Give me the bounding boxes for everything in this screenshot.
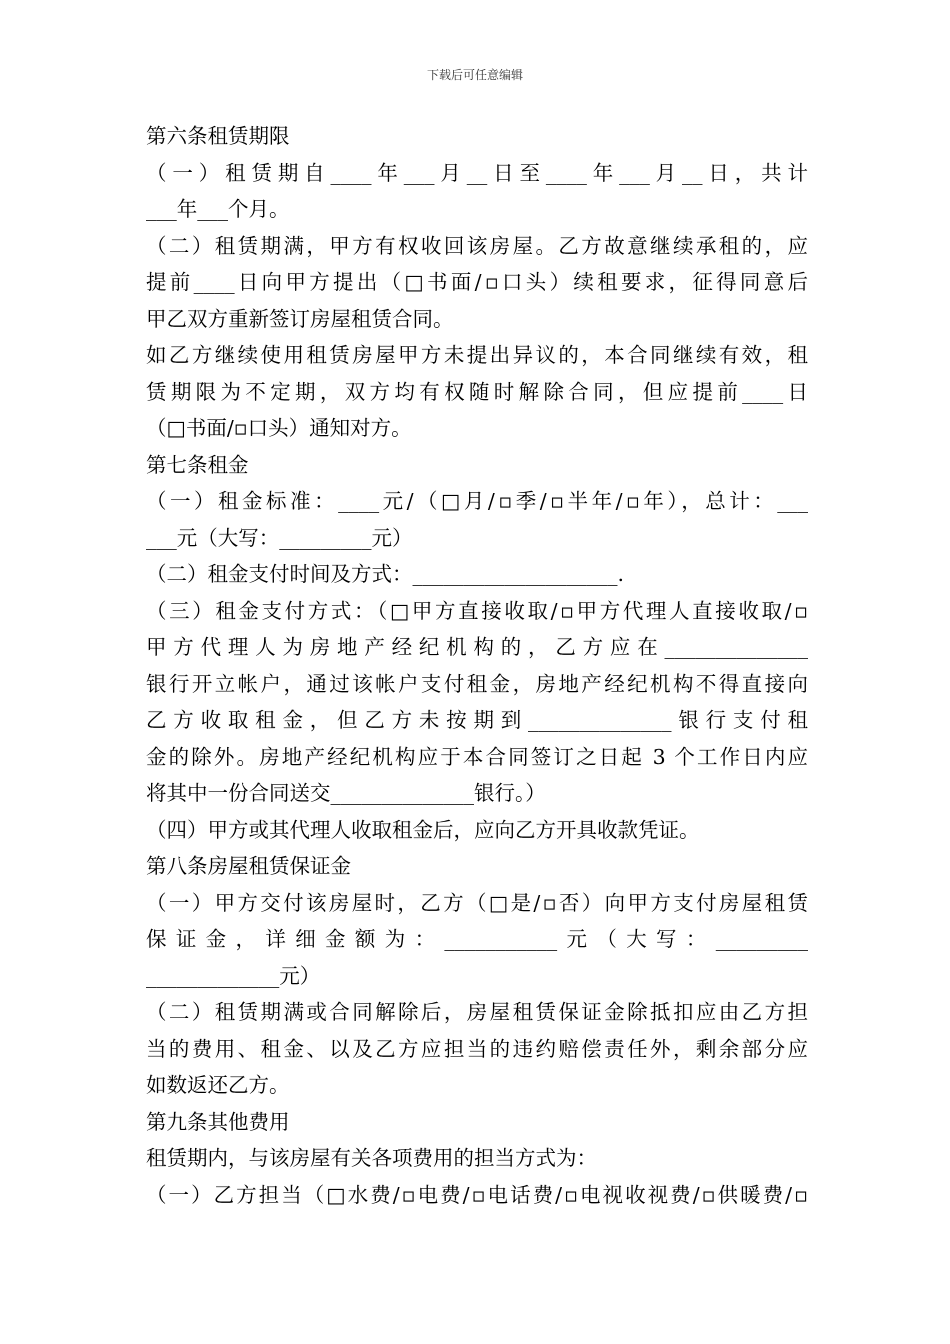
text-line: 甲方代理人为房地产经纪机构的，乙方应在______________ <box>146 635 808 659</box>
text-line: （一）租赁期自____年___月__日至____年___月__日，共计 <box>146 160 808 185</box>
text-line: （□书面/▫口头）通知对方。 <box>146 416 412 440</box>
text-line: 如乙方继续使用租赁房屋甲方未提出异议的，本合同继续有效，租 <box>146 343 808 367</box>
text-line: （四）甲方或其代理人收取租金后，应向乙方开具收款凭证。 <box>146 817 700 842</box>
text-line: 租赁期内，与该房屋有关各项费用的担当方式为： <box>146 1146 597 1170</box>
text-line: 乙方收取租金，但乙方未按期到______________银行支付租 <box>146 708 808 732</box>
text-line: 第九条其他费用 <box>146 1109 290 1134</box>
text-line: ___年___个月。 <box>146 197 290 221</box>
text-line: 提前____日向甲方提出（□书面/▫口头）续租要求，征得同意后 <box>146 270 808 294</box>
text-line: ___元（大写：_________元） <box>146 525 413 550</box>
text-line: 第八条房屋租赁保证金 <box>146 854 351 878</box>
text-line: （一）租金标准：____元/（□月/▫季/▫半年/▫年），总计：___ <box>146 489 808 513</box>
text-line: （二）租金支付时间及方式：____________________. <box>146 562 625 586</box>
text-line: 保证金，详细金额为：___________元（大写：_________ <box>146 927 808 951</box>
text-line: 第六条租赁期限 <box>146 124 290 148</box>
text-line: 第七条租金 <box>146 452 249 477</box>
text-line: 将其中一份合同送交______________银行。） <box>146 781 546 805</box>
text-line: （一）甲方交付该房屋时，乙方（□是/▫否）向甲方支付房屋租赁 <box>146 890 808 915</box>
text-line: （二）租赁期满，甲方有权收回该房屋。乙方故意继续承租的，应 <box>146 233 808 258</box>
text-line: （一）乙方担当（□水费/▫电费/▫电话费/▫电视收视费/▫供暖费/▫ <box>146 1182 808 1207</box>
text-line: 如数返还乙方。 <box>146 1073 290 1097</box>
text-line: 银行开立帐户，通过该帐户支付租金，房地产经纪机构不得直接向 <box>146 671 808 696</box>
text-line: 赁期限为不定期，双方均有权随时解除合同，但应提前____日 <box>146 379 808 404</box>
text-line: 甲乙双方重新签订房屋租赁合同。 <box>146 306 454 331</box>
text-line: （三）租金支付方式：（□甲方直接收取/▫甲方代理人直接收取/▫ <box>146 598 808 623</box>
page-header: 下载后可任意编辑 <box>426 68 523 82</box>
document-body <box>146 118 808 1213</box>
text-line: （二）租赁期满或合同解除后，房屋租赁保证金除抵扣应由乙方担 <box>146 1000 808 1024</box>
text-line: 当的费用、租金、以及乙方应担当的违约赔偿责任外，剩余部分应 <box>146 1036 808 1061</box>
text-line: _____________元） <box>146 963 321 988</box>
text-line: 金的除外。房地产经纪机构应于本合同签订之日起 3 个工作日内应 <box>146 744 808 769</box>
